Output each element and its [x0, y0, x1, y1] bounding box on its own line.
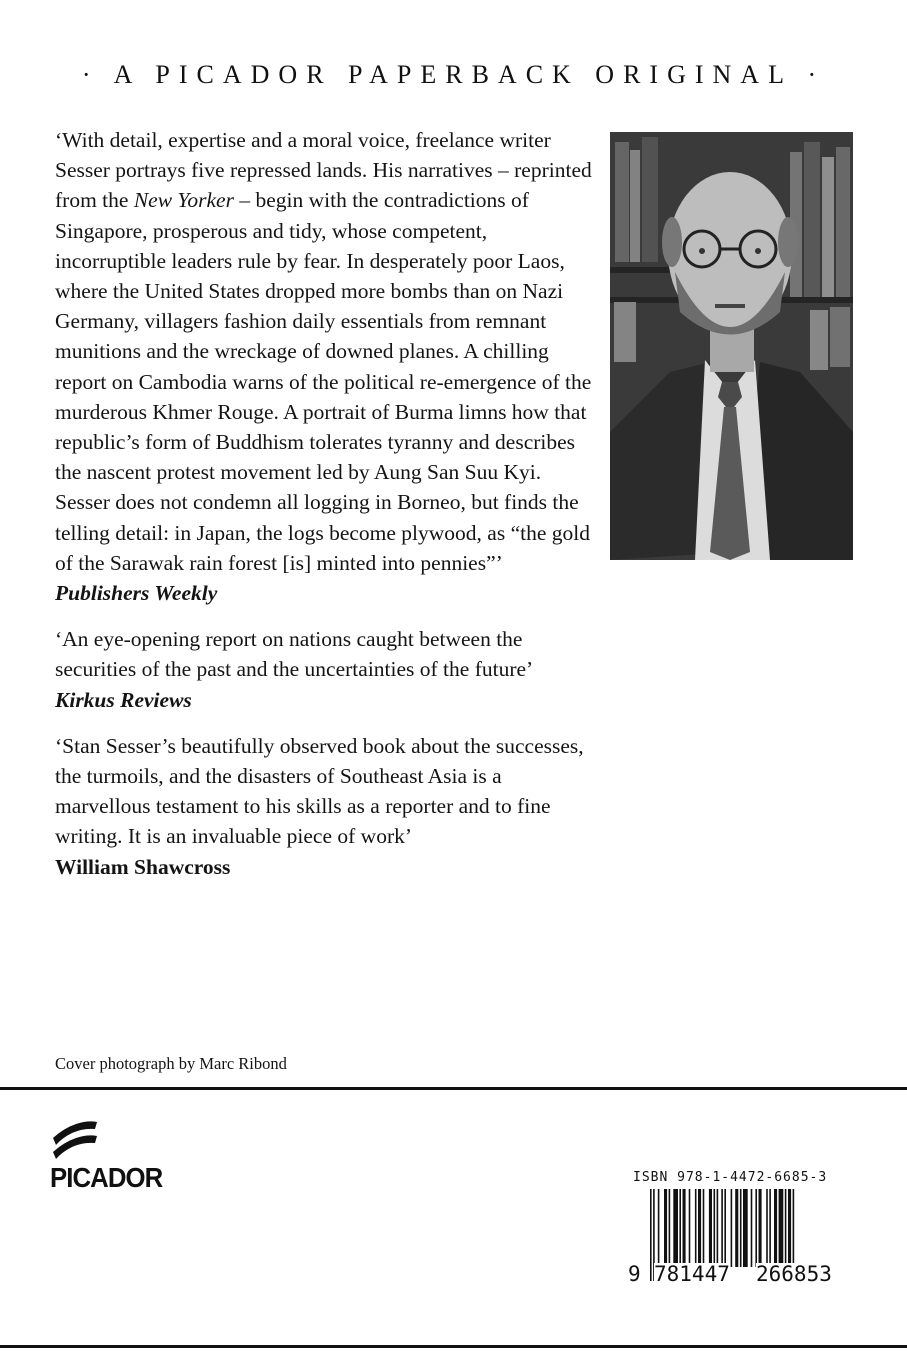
barcode-digits-left: 781447 [654, 1262, 730, 1286]
picador-mark-icon [50, 1120, 100, 1160]
quote-kirkus: ‘An eye-opening report on nations caught between the securities of the past and the uncertainties of the future’ [55, 627, 534, 682]
picador-logo [50, 1120, 165, 1194]
barcode-digits-right: 266853 [756, 1262, 832, 1286]
publisher-name: PICADOR [50, 1162, 163, 1193]
isbn-barcode [628, 1170, 843, 1289]
divider [0, 1087, 907, 1090]
author-photo [610, 132, 853, 560]
quote-text-part: – begin with the contradictions of Singapore, prosperous and tidy, whose competent, incorruptible leaders rule by fear. In desperately poor Laos, where the United States dropped more bombs than on Nazi Germany, villagers fashion daily essentials from remnant munitions and the wreckage of downed planes. A chilling report on Cambodia warns of the political re-emergence of the murderous Khmer Rouge. A portrait of Burma limns how that republic’s form of Buddhism tolerates tyranny and describes the nascent protest movement led by Aung San Suu Kyi. Sesser does not condemn all logging in Borneo, but finds the telling detail: in Japan, the logs become plywood, as “the gold of the Sarawak rain forest [is] minted into pennies”’ [55, 188, 592, 575]
photo-credit: Cover photograph by Marc Ribond [55, 1054, 287, 1073]
magazine-title: New Yorker [133, 188, 234, 213]
attribution-kirkus: Kirkus Reviews [55, 687, 192, 712]
review-quotes [55, 125, 595, 882]
quote-publishers-weekly [55, 125, 595, 578]
series-heading: · A PICADOR PAPERBACK ORIGINAL · [81, 60, 826, 89]
isbn-number: ISBN 978-1-4472-6685-3 [633, 1170, 828, 1185]
quote-shawcross: ‘Stan Sesser’s beautifully observed book about the successes, the turmoils, and the disasters of Southeast Asia is a marvellous testament to his skills as a reporter and to fine writing. It is an invaluable piece of work’ [55, 733, 584, 849]
barcode-digit-lead: 9 [628, 1262, 641, 1286]
bottom-divider [0, 1345, 907, 1348]
attribution-shawcross: William Shawcross [55, 854, 231, 879]
attribution-publishers-weekly: Publishers Weekly [55, 581, 218, 606]
quote-text-part: ‘With detail, expertise and a moral voice, freelance writer Sesser portrays five repressed lands. His narratives – reprinted from the [55, 128, 592, 213]
